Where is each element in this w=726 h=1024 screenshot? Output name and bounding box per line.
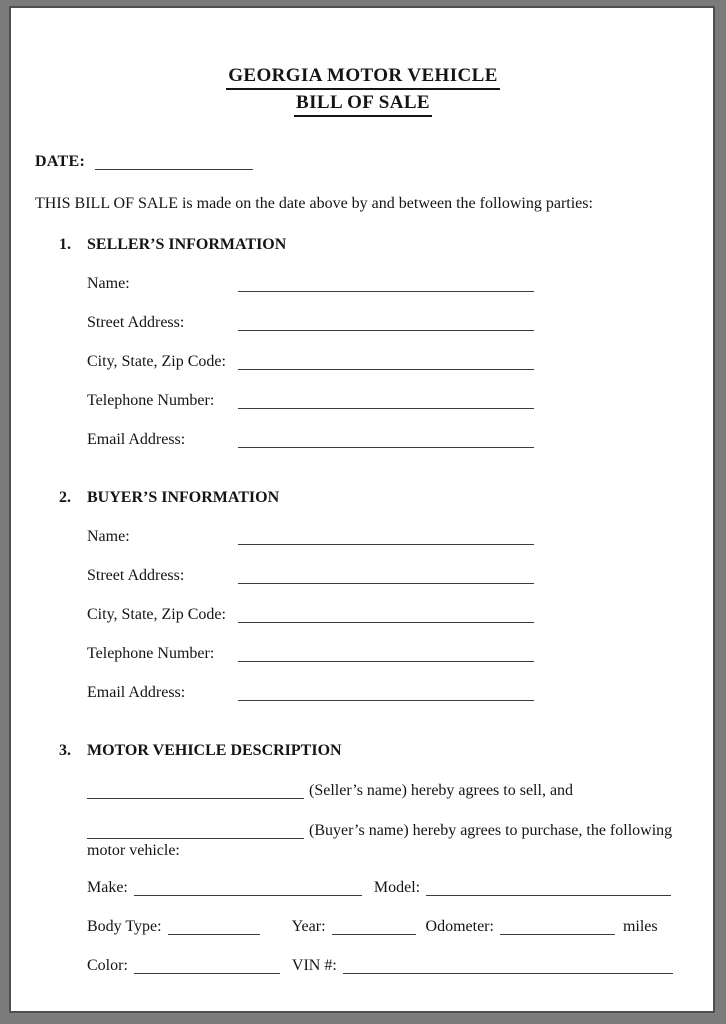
- model-blank[interactable]: [426, 878, 671, 896]
- seller-street-blank[interactable]: [238, 313, 534, 331]
- buyer-name-label: Name:: [87, 528, 130, 545]
- buyer-clause-name-blank[interactable]: [87, 821, 304, 839]
- year-label: Year:: [291, 918, 326, 935]
- seller-street-row: [87, 313, 691, 333]
- buyer-name-blank[interactable]: [238, 527, 534, 545]
- buyer-email-label: Email Address:: [87, 684, 186, 701]
- color-vin-row: [87, 956, 691, 976]
- make-model-row: [87, 878, 691, 898]
- buyer-clause-text: (Buyer’s name) hereby agrees to purchase, the following: [309, 822, 673, 839]
- model-label: Model:: [373, 879, 421, 896]
- seller-name-row: [87, 274, 691, 294]
- title-line-1: GEORGIA MOTOR VEHICLE: [226, 64, 500, 90]
- buyer-street-blank[interactable]: [238, 566, 534, 584]
- odometer-blank[interactable]: [500, 917, 615, 935]
- seller-email-row: [87, 430, 691, 450]
- vin-blank[interactable]: [343, 956, 673, 974]
- seller-street-label: Street Address:: [87, 314, 185, 331]
- section-seller-heading: [59, 235, 691, 255]
- seller-email-label: Email Address:: [87, 431, 186, 448]
- buyer-clause-row: [87, 821, 691, 861]
- document-title: [35, 64, 691, 118]
- title-line-2: BILL OF SALE: [294, 91, 432, 117]
- body-type-label: Body Type:: [87, 918, 162, 935]
- seller-email-blank[interactable]: [238, 430, 534, 448]
- section-buyer-title: BUYER’S INFORMATION: [87, 489, 280, 506]
- buyer-phone-label: Telephone Number:: [87, 645, 215, 662]
- buyer-street-label: Street Address:: [87, 567, 185, 584]
- buyer-email-blank[interactable]: [238, 683, 534, 701]
- body-type-blank[interactable]: [168, 917, 260, 935]
- odometer-label: Odometer:: [425, 918, 494, 935]
- seller-name-label: Name:: [87, 275, 130, 292]
- section-vehicle-title: MOTOR VEHICLE DESCRIPTION: [87, 742, 342, 759]
- seller-name-blank[interactable]: [238, 274, 534, 292]
- section-buyer-number: 2.: [59, 489, 71, 506]
- seller-city-label: City, State, Zip Code:: [87, 353, 226, 370]
- body-year-odometer-row: [87, 917, 691, 937]
- buyer-email-row: [87, 683, 691, 703]
- seller-clause-row: [87, 781, 691, 801]
- year-blank[interactable]: [332, 917, 416, 935]
- seller-city-blank[interactable]: [238, 352, 534, 370]
- color-label: Color:: [87, 957, 128, 974]
- section-seller-number: 1.: [59, 236, 71, 253]
- buyer-city-row: [87, 605, 691, 625]
- document-page: [9, 6, 715, 1013]
- date-label: DATE:: [35, 153, 86, 170]
- buyer-phone-blank[interactable]: [238, 644, 534, 662]
- section-buyer-heading: [59, 488, 691, 508]
- color-blank[interactable]: [134, 956, 280, 974]
- make-blank[interactable]: [134, 878, 362, 896]
- buyer-city-blank[interactable]: [238, 605, 534, 623]
- seller-phone-label: Telephone Number:: [87, 392, 215, 409]
- seller-phone-blank[interactable]: [238, 391, 534, 409]
- buyer-phone-row: [87, 644, 691, 664]
- date-row: [35, 152, 691, 172]
- seller-clause-text: (Seller’s name) hereby agrees to sell, and: [309, 782, 574, 799]
- seller-phone-row: [87, 391, 691, 411]
- buyer-street-row: [87, 566, 691, 586]
- section-seller-title: SELLER’S INFORMATION: [87, 236, 287, 253]
- section-vehicle-number: 3.: [59, 742, 71, 759]
- vin-label: VIN #:: [291, 957, 337, 974]
- section-vehicle-heading: [59, 741, 691, 761]
- seller-clause-name-blank[interactable]: [87, 781, 304, 799]
- date-blank[interactable]: [95, 152, 253, 170]
- buyer-city-label: City, State, Zip Code:: [87, 606, 226, 623]
- intro-text: THIS BILL OF SALE is made on the date above by and between the following parties:: [35, 195, 593, 212]
- miles-suffix: miles: [622, 918, 658, 935]
- make-label: Make:: [87, 879, 128, 896]
- buyer-clause-continuation: motor vehicle:: [87, 842, 180, 859]
- seller-city-row: [87, 352, 691, 372]
- buyer-name-row: [87, 527, 691, 547]
